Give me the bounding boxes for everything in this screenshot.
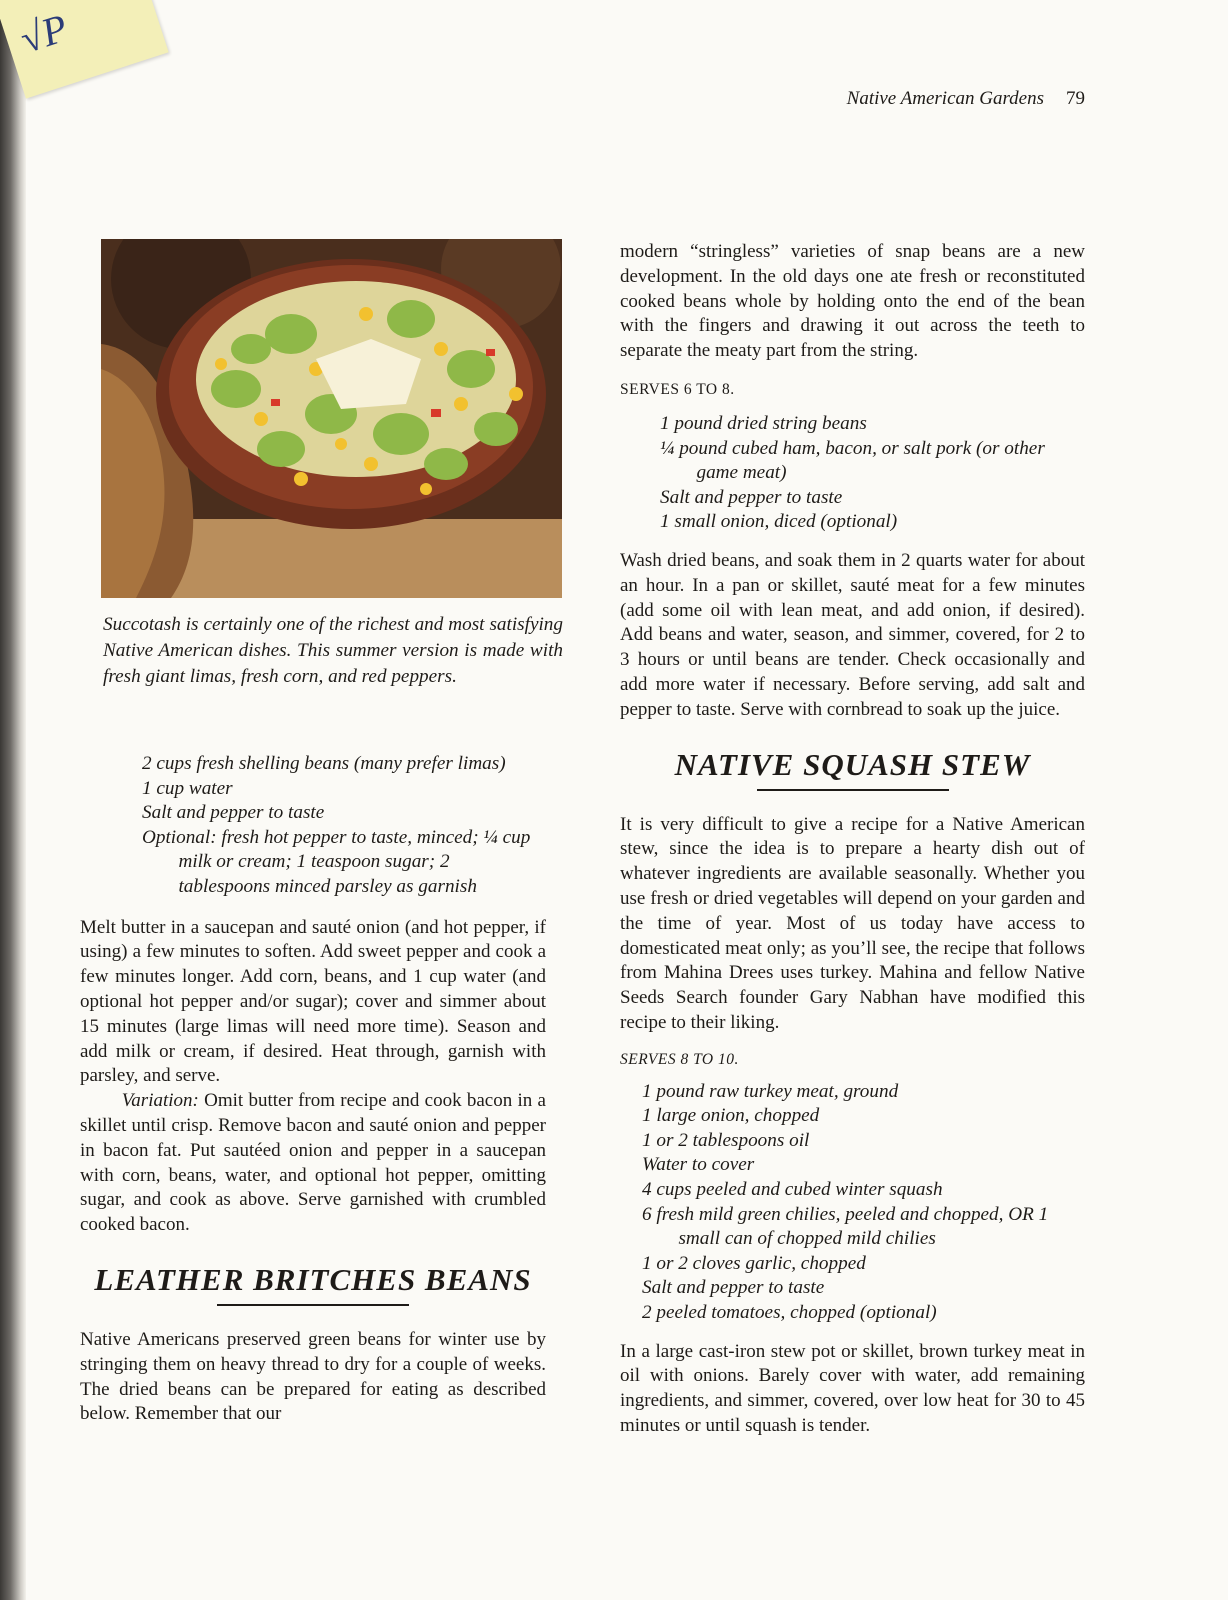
ingredient-item: 2 cups fresh shelling beans (many prefer limas): [142, 753, 506, 774]
leather-britches-intro-continued: modern “stringless” varieties of snap beans are a new development. In the old days one ate fresh or reconstituted cooked beans whole by holding onto the end of the bean with the fingers and drawing it out across the teeth to separate the meaty part from the string.: [620, 241, 1085, 362]
squash-stew-method: In a large cast-iron stew pot or skillet, brown turkey meat in oil with onions. Barely cover with water, add remaining ingredients, and simmer, covered, over low heat for 30 to 45 minutes or until squash is tender.: [620, 1340, 1085, 1437]
leather-britches-intro: Native Americans preserved green beans for winter use by stringing them on heavy thread to dry for a couple of weeks. The dried beans can be prepared for eating as described below. Remember that our: [80, 1328, 546, 1425]
page-number: 79: [1066, 88, 1085, 109]
title-rule: [757, 789, 949, 791]
ingredient-item: 4 cups peeled and cubed winter squash: [642, 1179, 943, 1201]
variation-label: Variation:: [121, 1090, 199, 1112]
ingredient-item: 1 or 2 tablespoons oil: [642, 1129, 810, 1151]
squash-stew-intro: It is very difficult to give a recipe for a Native American stew, since the idea is to prepare a hearty dish out of whatever ingredients are available seasonally. Whether you use fresh or dried vegetables will depend on your garden and the time of year. Most of us today have access to domesticated meat only; as you’ll see, the recipe that follows from Mahina Drees uses turkey. Mahina and fellow Native Seeds Search founder Gary Nabhan have modified this recipe to their liking.: [620, 813, 1085, 1033]
ingredient-item: Salt and pepper to taste: [642, 1277, 825, 1299]
left-column: [80, 752, 546, 1427]
right-column: [620, 240, 1085, 1439]
running-header-title: Native American Gardens: [846, 88, 1044, 109]
page-gutter-shadow: [0, 0, 26, 1600]
sticky-note-mark: √P: [14, 4, 73, 62]
succotash-photo: [101, 239, 562, 598]
succotash-illustration: [101, 239, 562, 598]
ingredient-item: 2 peeled tomatoes, chopped (optional): [642, 1302, 937, 1324]
squash-stew-serves: SERVES 8 TO 10.: [620, 1050, 739, 1068]
ingredient-item: 1 large onion, chopped: [642, 1105, 820, 1127]
title-rule: [217, 1304, 409, 1306]
ingredient-item: Optional: fresh hot pepper to taste, minced; ¼ cup milk or cream; 1 teaspoon sugar; 2 tablespoons minced parsley as garnish: [142, 826, 531, 897]
photo-caption: Succotash is certainly one of the richest and most satisfying Native American dishes. This summer version is made with fresh giant limas, fresh corn, and red peppers.: [103, 614, 563, 687]
variation-text: Omit butter from recipe and cook bacon in a skillet until crisp. Remove bacon and sauté onion and pepper in bacon fat. Put sautéed onion and pepper in a saucepan with corn, beans, water, and optional hot pepper, omitting sugar, and cook as above. Serve garnished with crumbled cooked bacon.: [80, 1090, 546, 1236]
ingredient-item: Water to cover: [642, 1154, 755, 1176]
ingredient-item: Salt and pepper to taste: [142, 802, 325, 824]
leather-britches-method: Wash dried beans, and soak them in 2 quarts water for about an hour. In a pan or skillet, sauté meat for a few minutes (add some oil with lean meat, and add onion, if desired). Add beans and water, season, and simmer, covered, for 2 to 3 hours or until beans are tender. Check occasionally and add more water if necessary. Before serving, add salt and pepper to taste. Serve with cornbread to soak up the juice.: [620, 549, 1085, 720]
squash-stew-title: NATIVE SQUASH STEW: [674, 746, 1031, 782]
ingredient-item: 6 fresh mild green chilies, peeled and chopped, OR 1 small can of chopped mild chilies: [642, 1203, 1049, 1250]
leather-britches-title: LEATHER BRITCHES BEANS: [94, 1261, 532, 1297]
leather-britches-serves: SERVES 6 TO 8.: [620, 380, 735, 398]
ingredient-item: 1 or 2 cloves garlic, chopped: [642, 1252, 866, 1274]
ingredient-item: 1 pound raw turkey meat, ground: [642, 1080, 899, 1102]
leather-britches-ingredient-list: [660, 412, 1085, 535]
succotash-variation: [80, 1089, 546, 1238]
ingredient-item: 1 pound dried string beans: [660, 412, 867, 434]
ingredient-item: Salt and pepper to taste: [660, 486, 843, 508]
ingredient-item: 1 cup water: [142, 777, 233, 799]
ingredient-item: ¼ pound cubed ham, bacon, or salt pork (or other game meat): [660, 437, 1045, 484]
sticky-note: [0, 0, 169, 99]
succotash-method: Melt butter in a saucepan and sauté onion (and hot pepper, if using) a few minutes to soften. Add sweet pepper and cook a few minutes longer. Add corn, beans, and 1 cup water (and optional hot pepper and/or sugar); cover and simmer about 15 minutes (large limas will need more time). Season and add milk or cream, if desired. Heat through, garnish with parsley, and serve.: [80, 916, 546, 1087]
ingredient-item: 1 small onion, diced (optional): [660, 511, 898, 533]
running-header: [600, 88, 1085, 110]
squash-stew-ingredient-list: [642, 1080, 1085, 1326]
succotash-ingredient-list: [142, 752, 546, 900]
